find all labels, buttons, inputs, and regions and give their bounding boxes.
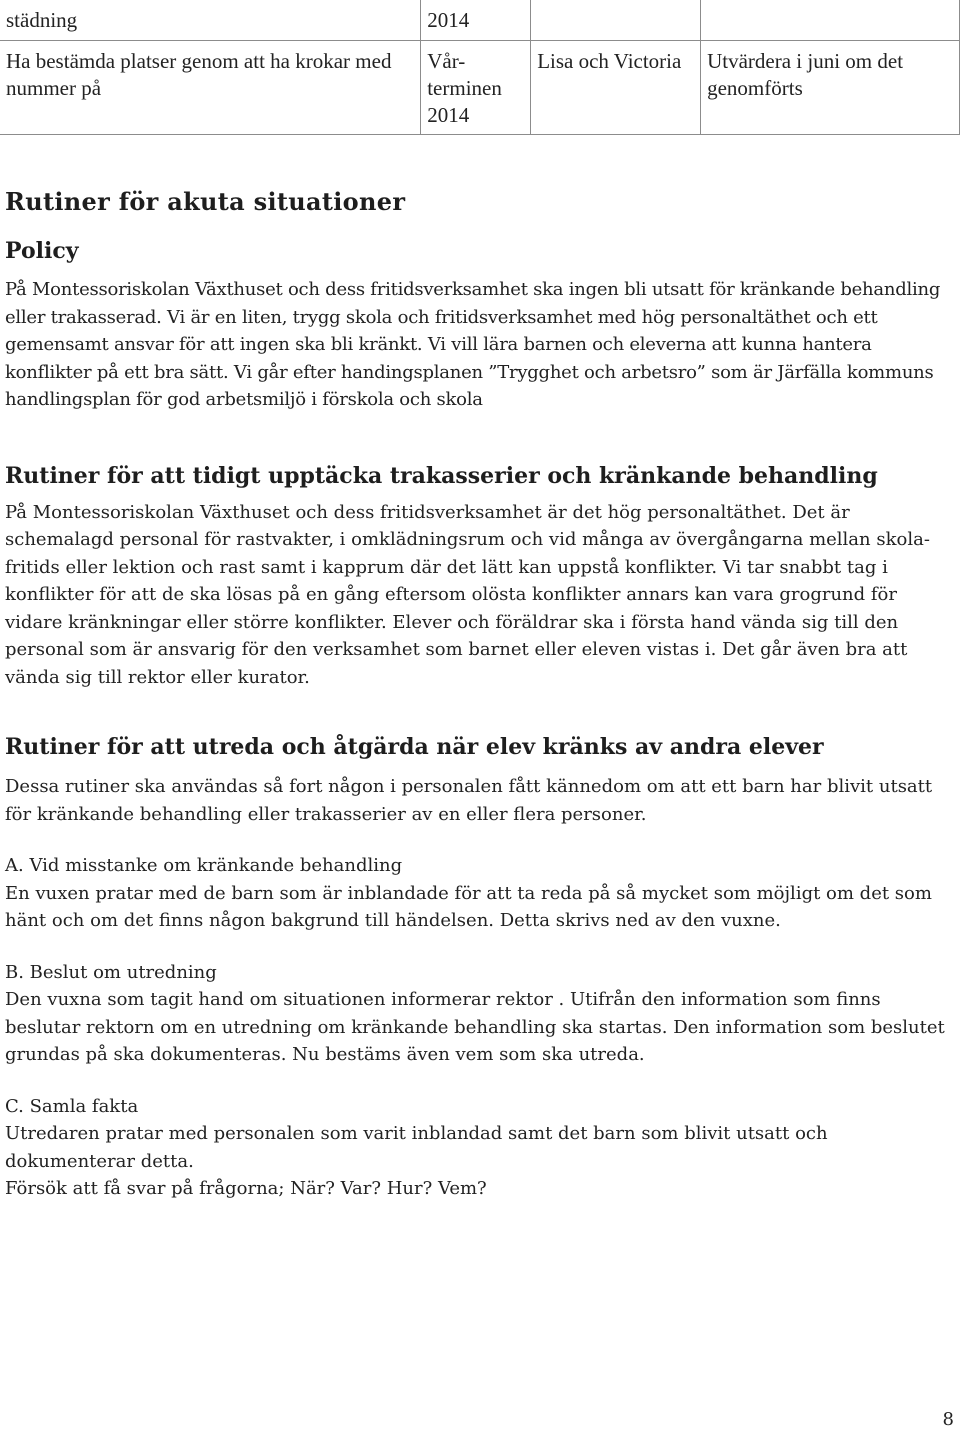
step-body: Den vuxna som tagit hand om situationen informerar rektor . Utifrån den information som finns beslutar rektorn om en utredning om kränkande behandling ska startas. Den information som beslutet grundas på ska dokumenteras. Nu bestäms även vem som ska utreda.: [5, 989, 945, 1065]
step-questions: Försök att få svar på frågorna; När? Var? Hur? Vem?: [5, 1178, 487, 1199]
table-cell: [701, 0, 960, 41]
document-body: [5, 186, 953, 1203]
table-cell: 2014: [421, 0, 531, 41]
policy-heading: Policy: [5, 238, 79, 264]
tidigt-paragraph: På Montessoriskolan Växthuset och dess fritidsverksamhet är det hög personaltäthet. Det är schemalagd personal för rastvakter, i omklädningsrum och vid många av övergångarna mellan skola-fritids eller lektion och rast samt i kapprum där det lätt kan uppstå konflikter. Vi tar snabbt tag i konflikter för att de ska lösas på en gång eftersom olösta konflikter annars kan vara grogrund för vidare kränkningar eller större konflikter. Elever och föräldrar ska i första hand vända sig till den personal som är ansvarig för den verksamhet som barnet eller eleven vistas i. Det går även bra att vända sig till rektor eller kurator.: [5, 501, 930, 688]
table-cell: Vår-terminen 2014: [421, 41, 531, 135]
table-cell: Ha bestämda platser genom att ha krokar med nummer på: [0, 41, 421, 135]
step-title: C. Samla fakta: [5, 1095, 139, 1117]
section-heading-utreda: Rutiner för att utreda och åtgärda när elev kränks av andra elever: [5, 734, 824, 760]
section-heading-akuta: Rutiner för akuta situationer: [5, 187, 406, 216]
table-row: [0, 0, 960, 41]
step-body: Utredaren pratar med personalen som varit inblandad samt det barn som blivit utsatt och dokumenterar detta.: [5, 1123, 828, 1172]
page-number: 8: [942, 1409, 954, 1430]
section-heading-tidigt: Rutiner för att tidigt upptäcka trakasserier och kränkande behandling: [5, 462, 878, 489]
policy-paragraph: På Montessoriskolan Växthuset och dess fritidsverksamhet ska ingen bli utsatt för kränkande behandling eller trakasserad. Vi är en liten, trygg skola och fritidsverksamhet med hög personaltäthet och ett gemensamt ansvar för att ingen ska bli kränkt. Vi vill lära barnen och eleverna att kunna hantera konflikter på ett bra sätt. Vi går efter handingsplanen ”Trygghet och arbetsro” som är Järfälla kommuns handlingsplan för god arbetsmiljö i förskola och skola: [5, 279, 941, 410]
table-cell: Utvärdera i juni om det genomförts: [701, 41, 960, 135]
step-body: En vuxen pratar med de barn som är inblandade för att ta reda på så mycket som möjligt om det som hänt och om det finns någon bakgrund till händelsen. Detta skrivs ned av den vuxne.: [5, 882, 932, 931]
step-a: [5, 852, 953, 935]
table-cell: Lisa och Victoria: [531, 41, 701, 135]
step-b: [5, 959, 953, 1069]
step-c: [5, 1093, 953, 1203]
table-cell: [531, 0, 701, 41]
table-row: [0, 41, 960, 135]
step-title: B. Beslut om utredning: [5, 961, 217, 983]
utreda-intro-paragraph: Dessa rutiner ska användas så fort någon i personalen fått kännedom om att ett barn har blivit utsatt för kränkande behandling eller trakasserier av en eller flera personer.: [5, 776, 933, 825]
table-cell: städning: [0, 0, 421, 41]
step-title: A. Vid misstanke om kränkande behandling: [5, 855, 403, 876]
action-plan-table: [0, 0, 960, 135]
